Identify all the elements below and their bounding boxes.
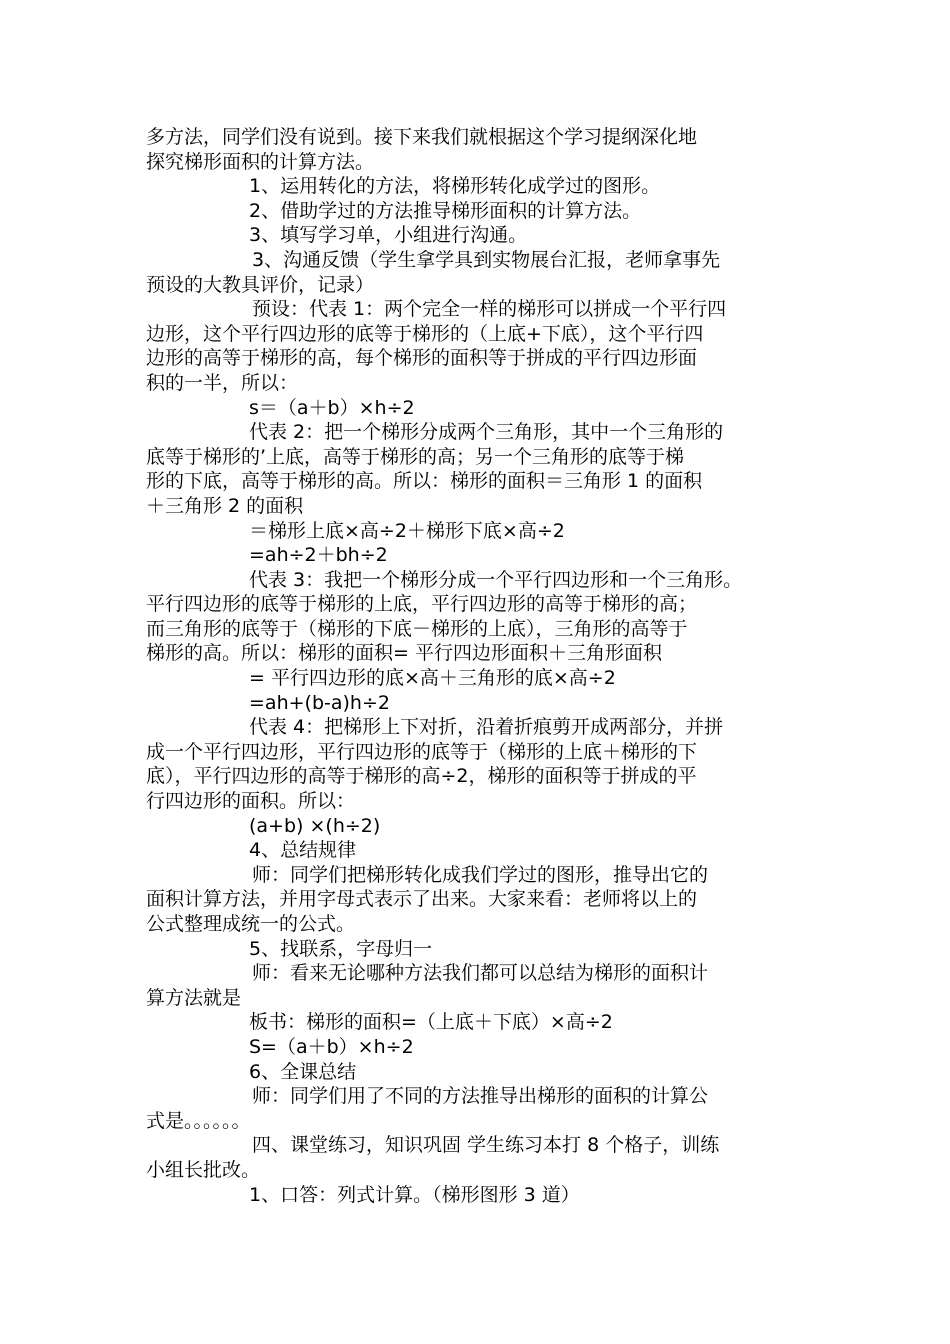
formula-line: ＝梯形上底×高÷2＋梯形下底×高÷2 <box>249 519 565 542</box>
paragraph-line: 式是。。。。。。 <box>146 1109 251 1132</box>
paragraph-line: 算方法就是 <box>146 986 242 1009</box>
paragraph-line: 预设：代表 1：两个完全一样的梯形可以拼成一个平行四 <box>252 298 727 321</box>
step-item: 2、借助学过的方法推导梯形面积的计算方法。 <box>249 199 642 222</box>
paragraph-line: 师：看来无论哪种方法我们都可以总结为梯形的面积计 <box>252 962 709 985</box>
paragraph-line: 行四边形的面积。所以： <box>146 790 356 813</box>
paragraph-line: 代表 4：把梯形上下对折，沿着折痕剪开成两部分，并拼 <box>249 716 724 739</box>
paragraph-line: 师：同学们用了不同的方法推导出梯形的面积的计算公 <box>252 1085 709 1108</box>
paragraph-line: 预设的大教具评价，记录） <box>146 273 375 296</box>
paragraph-line: 边形，这个平行四边形的底等于梯形的（上底+下底），这个平行四 <box>146 322 704 345</box>
paragraph-line: 探究梯形面积的计算方法。 <box>146 150 375 173</box>
section-heading: 四、课堂练习，知识巩固 学生练习本打 8 个格子，训练 <box>252 1134 720 1157</box>
step-item: 5、找联系，字母归一 <box>249 937 433 960</box>
paragraph-line: 师：同学们把梯形转化成我们学过的图形，推导出它的 <box>252 863 709 886</box>
step-item: 4、总结规律 <box>249 839 357 862</box>
formula-line: s＝（a＋b）×h÷2 <box>249 396 415 419</box>
paragraph-line: 小组长批改。 <box>146 1158 261 1181</box>
paragraph-line: 梯形的高。所以：梯形的面积= 平行四边形面积＋三角形面积 <box>146 642 662 665</box>
formula-line: =ah+(b-a)h÷2 <box>249 691 390 714</box>
document-body <box>146 125 826 1207</box>
paragraph-line: 代表 2：把一个梯形分成两个三角形，其中一个三角形的 <box>249 421 724 444</box>
paragraph-line: ＋三角形 2 的面积 <box>146 494 304 517</box>
paragraph-line: 多方法，同学们没有说到。接下来我们就根据这个学习提纲深化地 <box>146 126 698 148</box>
paragraph-line: 边形的高等于梯形的高，每个梯形的面积等于拼成的平行四边形面 <box>146 347 698 370</box>
paragraph-line: 成一个平行四边形，平行四边形的底等于（梯形的上底＋梯形的下 <box>146 740 698 763</box>
paragraph-line: 形的下底，高等于梯形的高。所以：梯形的面积＝三角形 1 的面积 <box>146 470 703 493</box>
paragraph-line: 底等于梯形的’上底，高等于梯形的高；另一个三角形的底等于梯 <box>146 445 685 468</box>
paragraph-line: 底），平行四边形的高等于梯形的高÷2，梯形的面积等于拼成的平 <box>146 765 697 788</box>
step-item: 1、运用转化的方法，将梯形转化成学过的图形。 <box>249 175 661 198</box>
step-item: 3、填写学习单，小组进行沟通。 <box>249 224 528 247</box>
formula-line: =ah÷2＋bh÷2 <box>249 544 388 567</box>
paragraph-line: 平行四边形的底等于梯形的上底，平行四边形的高等于梯形的高； <box>146 593 698 616</box>
formula-line: = 平行四边形的底×高＋三角形的底×高÷2 <box>249 667 616 690</box>
formula-line: 板书：梯形的面积=（上底＋下底）×高÷2 <box>249 1011 613 1034</box>
paragraph-line: 积的一半，所以： <box>146 371 299 394</box>
step-item: 6、全课总结 <box>249 1060 357 1083</box>
paragraph-line: 面积计算方法，并用字母式表示了出来。大家来看：老师将以上的 <box>146 888 698 911</box>
paragraph-line: 代表 3：我把一个梯形分成一个平行四边形和一个三角形。 <box>249 568 743 591</box>
formula-line: (a+b) ×(h÷2) <box>249 814 381 837</box>
step-item: 3、沟通反馈（学生拿学具到实物展台汇报，老师拿事先 <box>252 248 721 271</box>
paragraph-line: 公式整理成统一的公式。 <box>146 913 356 935</box>
step-item: 1、口答：列式计算。（梯形图形 3 道） <box>249 1183 580 1206</box>
paragraph-line: 而三角形的底等于（梯形的下底－梯形的上底），三角形的高等于 <box>146 617 688 640</box>
formula-line: S=（a＋b）×h÷2 <box>249 1035 414 1058</box>
